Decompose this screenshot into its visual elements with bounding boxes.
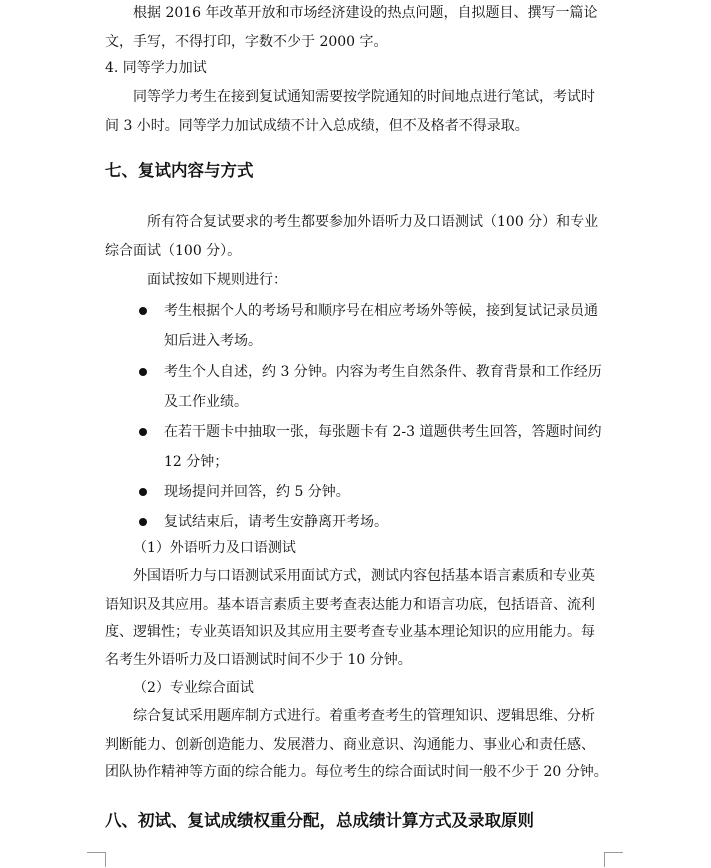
sub1-line-2: 语知识及其应用。基本语言素质主要考查表达能力和语言功底，包括语音、流利: [105, 597, 595, 613]
section8-heading: 八、初试、复试成绩权重分配，总成绩计算方式及录取原则: [105, 811, 534, 830]
bullet-2-line-2: 及工作业绩。: [164, 394, 248, 410]
sub1-line-3: 度、逻辑性；专业英语知识及其应用主要考查专业基本理论知识的应用能力。每: [105, 624, 595, 640]
sub2-line-2: 判断能力、创新创造能力、发展潜力、商业意识、沟通能力、事业心和责任感、: [105, 737, 595, 753]
sub2-title: （2）专业综合面试: [133, 680, 254, 696]
page-corner-mark-left: [87, 852, 106, 867]
bullet-4-line-1: 现场提问并回答，约 5 分钟。: [164, 484, 350, 500]
bullet-5-line-1: 复试结束后，请考生安静离开考场。: [164, 514, 388, 530]
section7-heading: 七、复试内容与方式: [105, 161, 254, 180]
section7-para-line-2: 综合面试（100 分）。: [105, 243, 242, 259]
bullet-3-line-2: 12 分钟；: [164, 454, 229, 470]
bullet-dot: [139, 488, 147, 496]
intro-line-2: 文，手写，不得打印，字数不少于 2000 字。: [105, 34, 388, 50]
section7-para-line-1: 所有符合复试要求的考生都要参加外语听力及口语测试（100 分）和专业: [147, 214, 599, 230]
bullet-dot: [139, 368, 147, 376]
item4-line-1: 同等学力考生在接到复试通知需要按学院通知的时间地点进行笔试，考试时: [133, 89, 595, 105]
item4-line-2: 间 3 小时。同等学力加试成绩不计入总成绩，但不及格者不得录取。: [105, 118, 529, 134]
intro-line-1: 根据 2016 年改革开放和市场经济建设的热点问题，自拟题目、撰写一篇论: [133, 5, 598, 21]
sub2-line-3: 团队协作精神等方面的综合能力。每位考生的综合面试时间一般不少于 20 分钟。: [105, 764, 608, 780]
sub1-line-4: 名考生外语听力及口语测试时间不少于 10 分钟。: [105, 652, 412, 668]
bullet-1-line-2: 知后进入考场。: [164, 333, 262, 349]
bullet-dot: [139, 518, 147, 526]
bullet-2-line-1: 考生个人自述，约 3 分钟。内容为考生自然条件、教育背景和工作经历: [164, 364, 602, 380]
bullet-3-line-1: 在若干题卡中抽取一张，每张题卡有 2-3 道题供考生回答，答题时间约: [164, 424, 602, 440]
item4-title: 4. 同等学力加试: [105, 60, 207, 76]
sub2-line-1: 综合复试采用题库制方式进行。着重考查考生的管理知识、逻辑思维、分析: [133, 708, 595, 724]
sub1-title: （1）外语听力及口语测试: [133, 540, 296, 556]
rules-intro: 面试按如下规则进行：: [147, 272, 287, 288]
bullet-dot: [139, 307, 147, 315]
bullet-dot: [139, 428, 147, 436]
page-corner-mark-right: [604, 852, 623, 867]
sub1-line-1: 外国语听力与口语测试采用面试方式，测试内容包括基本语言素质和专业英: [133, 568, 595, 584]
bullet-1-line-1: 考生根据个人的考场号和顺序号在相应考场外等候，接到复试记录员通: [164, 303, 598, 319]
